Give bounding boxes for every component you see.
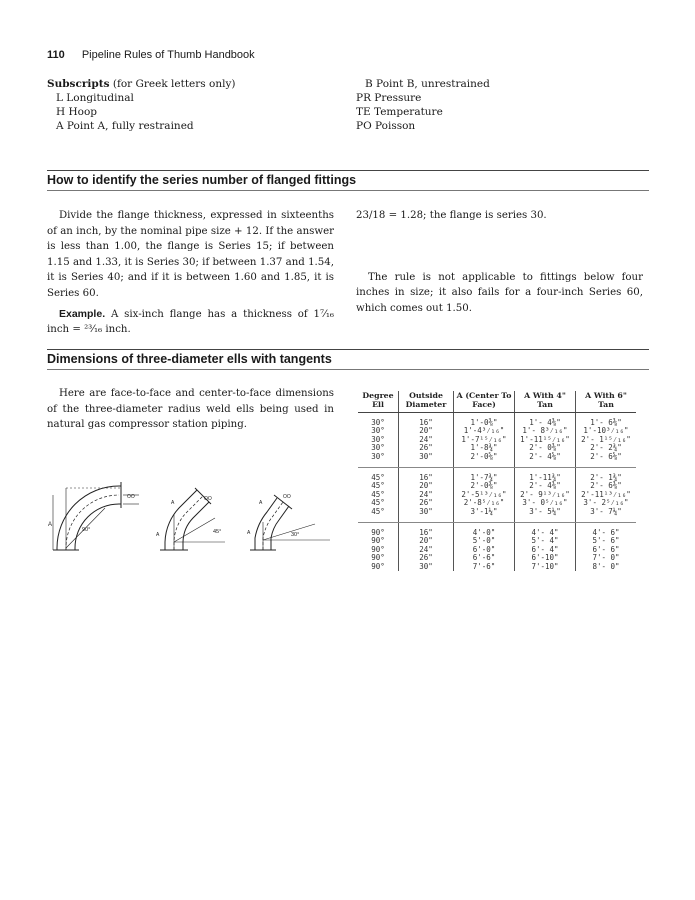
section1-paragraph: Divide the flange thickness, expressed in sixteenths of an inch, by the nominal pipe size + 12. If the answer is less than 1.00, the flange is Series 15; if between 1.15 and 1.33, it is Series 30; if between 1.37 and 1.54, it is Series 40; and if it is between 1.60 and 1.85, it is Series 60. [47, 210, 334, 299]
table-cell: 6'- 4" [515, 546, 576, 554]
table-cell: 5'-0" [454, 537, 515, 545]
ell-90-label-a: A [48, 522, 53, 528]
table-cell: 4'- 4" [515, 529, 576, 537]
table-cell: 2'-0⅜" [454, 482, 515, 490]
table-row [358, 453, 636, 461]
table-cell: 2'- 1¹⁵⁄₁₆" [576, 436, 637, 444]
table-cell: 1'-11¾" [515, 474, 576, 482]
table-cell: 20" [399, 482, 454, 490]
subscript-item: B Point B, unrestrained [365, 78, 490, 90]
ell-45-label-a-top: A [171, 500, 175, 506]
table-cell: 26" [399, 444, 454, 452]
table-cell: 30° [371, 434, 385, 444]
example-paragraph [47, 307, 334, 338]
table-cell: 2'- 0⅜" [515, 444, 576, 452]
table-cell: 7'-6" [454, 563, 515, 571]
table-row [358, 508, 636, 516]
table-cell: 26" [399, 554, 454, 562]
table-cell: 26" [399, 499, 454, 507]
table-cell: 20" [399, 537, 454, 545]
subscripts-left [47, 77, 337, 133]
table-cell: 5'- 6" [576, 537, 637, 545]
table-cell: 30° [371, 426, 385, 436]
table-cell: 1'-7¹⁵⁄₁₆" [454, 436, 515, 444]
table-cell: 30" [399, 563, 454, 571]
table-cell: 8'- 0" [576, 563, 637, 571]
table-cell: 1'-10³⁄₁₆" [576, 427, 637, 435]
table-cell: 2'-5¹³⁄₁₆" [454, 491, 515, 499]
table-cell: 2'- 4⅜" [515, 482, 576, 490]
table-cell: 45° [371, 481, 385, 491]
table-cell: 1'- 6⅜" [576, 419, 637, 427]
table-cell: 90° [371, 536, 385, 546]
ell-30-label-od: OO [283, 494, 291, 500]
table-cell: 30° [371, 443, 385, 453]
col-outside-diameter: Outside Diameter [399, 391, 454, 413]
table-cell: 3'- 5¼" [515, 508, 576, 516]
example-text: A six-inch flange has a thickness of 1⁷⁄₁₆ inch = ²³⁄₁₆ inch. [47, 308, 334, 336]
table-cell: 90° [371, 528, 385, 538]
section1-right-column [356, 208, 643, 316]
table-cell: 1'-8¾" [454, 444, 515, 452]
table-cell: 30" [399, 508, 454, 516]
section-title-flanged-fittings: How to identify the series number of flanged fittings [47, 170, 649, 191]
table-cell: 4'- 6" [576, 529, 637, 537]
subscript-item: L Longitudinal [56, 92, 134, 104]
col-center-to-face: A (Center To Face) [454, 391, 515, 413]
subscript-item: PR Pressure [356, 92, 422, 104]
subscript-item: PO Poisson [356, 120, 416, 132]
ell-45-label-od: OO [204, 496, 212, 502]
table-cell: 1'-4³⁄₁₆" [454, 427, 515, 435]
table-cell: 1'-7¾" [454, 474, 515, 482]
example-label: Example. [59, 307, 106, 320]
table-cell: 45° [371, 473, 385, 483]
table-cell: 45° [371, 489, 385, 499]
table-cell: 16" [399, 474, 454, 482]
table-cell: 5'- 4" [515, 537, 576, 545]
table-cell: 45° [371, 498, 385, 508]
ell-diagrams [45, 478, 345, 563]
table-cell: 16" [399, 529, 454, 537]
table-cell: 2'-8⁵⁄₁₆" [454, 499, 515, 507]
subscripts-heading: Subscripts [47, 78, 110, 90]
table-cell: 1'- 8³⁄₁₆" [515, 427, 576, 435]
table-cell: 24" [399, 436, 454, 444]
table-cell: 3'- 7¼" [576, 508, 637, 516]
table-cell: 30° [371, 418, 385, 427]
col-degree: Degree Ell [358, 391, 399, 413]
dimensions-table-wrapper [358, 391, 636, 571]
table-cell: 7'-10" [515, 563, 576, 571]
ell-90-angle: 90° [82, 527, 91, 533]
table-cell: 2'- 9¹³⁄₁₆" [515, 491, 576, 499]
ell-30-label-a-top: A [259, 500, 263, 506]
col-with-4-tan: A With 4" Tan [515, 391, 576, 413]
dimensions-table [358, 391, 636, 571]
section2-paragraph: Here are face-to-face and center-to-face dimensions of the three-diameter radius weld ells being used in natural gas compressor station piping. [47, 388, 334, 431]
table-cell: 90° [371, 544, 385, 554]
table-cell: 3'- 2⁵⁄₁₆" [576, 499, 637, 507]
table-cell: 24" [399, 491, 454, 499]
table-cell: 2'- 4⅝" [515, 453, 576, 461]
table-cell: 6'-0" [454, 546, 515, 554]
table-cell: 20" [399, 427, 454, 435]
ell-30-angle: 30° [291, 532, 300, 538]
table-cell: 7'- 0" [576, 554, 637, 562]
running-header [47, 49, 255, 61]
table-cell: 30" [399, 453, 454, 461]
table-cell: 3'- 0⁵⁄₁₆" [515, 499, 576, 507]
table-header-row [358, 391, 636, 413]
table-cell: 4'-0" [454, 529, 515, 537]
table-cell: 2'- 6⅜" [576, 482, 637, 490]
table-cell: 2'-0⅝" [454, 453, 515, 461]
table-cell: 6'-6" [454, 554, 515, 562]
subscripts-right [356, 77, 646, 133]
table-cell: 1'-11¹⁵⁄₁₆" [515, 436, 576, 444]
table-row [358, 563, 636, 571]
subscripts-note: (for Greek letters only) [112, 78, 236, 90]
table-cell: 24" [399, 546, 454, 554]
section1-note: The rule is not applicable to fittings below four inches in size; it also fails for a four-inch Series 60, which comes out 1.50. [356, 271, 643, 314]
table-cell: 2'- 2¾" [576, 444, 637, 452]
table-cell: 1'-0⅜" [454, 419, 515, 427]
table-cell: 16" [399, 419, 454, 427]
table-cell: 90° [371, 561, 385, 571]
ell-45-angle: 45° [213, 529, 222, 535]
ell-30-label-a: A [247, 530, 251, 536]
example-calculation: 23/18 = 1.28; the flange is series 30. [356, 210, 547, 221]
table-body [358, 413, 636, 572]
table-cell: 2'- 6⅝" [576, 453, 637, 461]
table-cell: 2'-11¹³⁄₁₆" [576, 491, 637, 499]
table-cell: 30° [371, 451, 385, 461]
book-title: Pipeline Rules of Thumb Handbook [81, 49, 255, 61]
ell-45-label-a: A [156, 532, 160, 538]
col-with-6-tan: A With 6" Tan [576, 391, 637, 413]
section1-left-column [47, 208, 334, 338]
table-cell: 6'- 6" [576, 546, 637, 554]
ell-90-label-od: OO [127, 494, 135, 500]
ell-90-diagram [53, 482, 139, 550]
ell-45-diagram [160, 488, 225, 550]
table-cell: 2'- 1¾" [576, 474, 637, 482]
table-cell: 1'- 4⅜" [515, 419, 576, 427]
page-number: 110 [47, 49, 65, 61]
table-cell: 45° [371, 506, 385, 516]
section-title-three-diameter-ells: Dimensions of three-diameter ells with tangents [47, 349, 649, 370]
subscript-item: A Point A, fully restrained [56, 120, 194, 132]
subscript-item: H Hoop [56, 106, 98, 118]
table-cell: 3'-1¼" [454, 508, 515, 516]
table-cell: 6'-10" [515, 554, 576, 562]
subscript-item: TE Temperature [356, 106, 443, 118]
table-cell: 90° [371, 553, 385, 563]
